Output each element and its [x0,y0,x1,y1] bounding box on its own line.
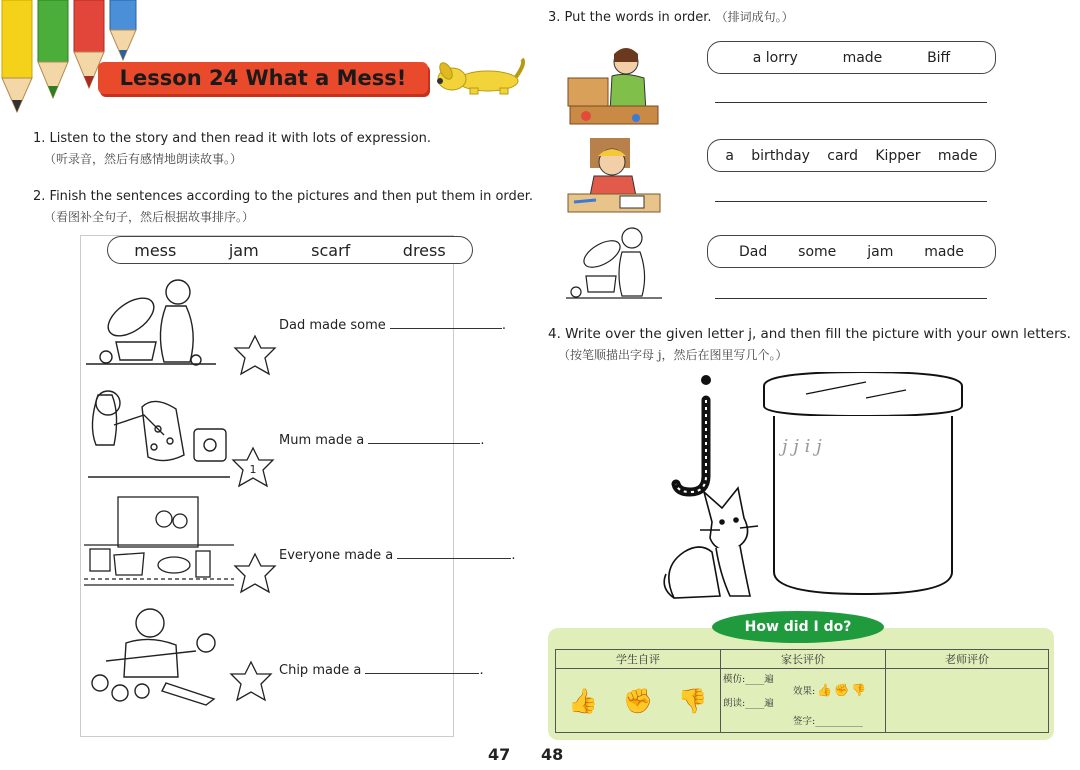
word-chip: made [924,243,965,260]
star-marker [231,446,275,490]
thumbs-down-icon[interactable]: 👎 [851,683,867,697]
read-count[interactable]: 朗读:____遍 [723,698,774,709]
pencils-decoration [0,0,140,120]
how-did-i-do-banner: How did I do? [712,611,884,643]
thumbs-up-icon[interactable]: 👍 [568,686,599,715]
q3-row-2-answer-line[interactable] [715,201,987,202]
q1-instruction: 1. Listen to the story and then read it with lots of expression. [33,131,432,146]
q3-title-cn: （排词成句。） [715,10,794,24]
answer-blank[interactable] [390,328,502,329]
effect-rating [793,683,866,697]
answer-blank[interactable] [365,673,479,674]
star-number: 1 [249,463,257,476]
mum-sewing-picture [84,385,234,485]
word-chip: jam [867,243,894,260]
dad-jam-picture [566,224,662,304]
q2-sentence-1: Dad made some . [279,318,507,333]
word-chip: a [725,147,734,164]
q2-word-bank [107,236,473,264]
word-chip: card [827,147,858,164]
jar-sample-letters: j j i j [782,436,822,457]
q2-sentence-3: Everyone made a . [279,548,516,563]
word-chip: Biff [927,49,951,66]
answer-blank[interactable] [397,558,511,559]
everyone-mess-picture [84,495,234,595]
word-bank-item: dress [402,240,446,260]
word-chip: a lorry [752,49,798,66]
star-marker [233,552,277,596]
teacher-eval-cell[interactable] [886,669,1049,733]
q1-instruction-cn: （听录音，然后有感情地朗读故事。） [44,152,243,166]
star-marker [229,660,273,704]
q2-sentence-4: Chip made a . [279,663,484,678]
q3-row-3-words [707,235,996,268]
word-chip: birthday [751,147,810,164]
q2-instruction: 2. Finish the sentences according to the pictures and then put them in order. [33,189,534,204]
evaluation-table [555,649,1049,733]
jar-picture [756,372,971,597]
dad-making-jam-picture [86,272,226,377]
parent-eval-header: 家长评价 [721,650,886,669]
sentence-text: Everyone made a [279,548,394,563]
q3-instruction [548,8,794,25]
q3-row-1-words [707,41,996,74]
fist-icon[interactable]: ✊ [623,686,653,715]
word-chip: some [798,243,837,260]
thumbs-up-icon[interactable]: 👍 [817,683,833,697]
q3-row-2-words [707,139,996,172]
cat-picture [660,478,766,600]
student-self-eval-header: 学生自评 [556,650,721,669]
biff-lorry-picture [566,42,662,128]
chip-knitting-picture [86,603,226,708]
q4-instruction: 4. Write over the given letter j, and then fill the picture with your own letters. [548,326,1071,342]
kipper-card-picture [566,138,662,214]
sentence-text: Mum made a [279,433,365,448]
teacher-eval-header: 老师评价 [886,650,1049,669]
effect-label: 效果: [793,686,816,697]
word-bank-item: mess [134,240,177,260]
page-number-left: 47 [488,745,511,764]
student-eval-cell [556,669,721,733]
star-marker [233,334,277,378]
thumbs-down-icon[interactable]: 👎 [677,686,708,715]
imitate-count[interactable]: 模仿:____遍 [723,674,774,685]
q4-instruction-cn: （按笔顺描出字母 j，然后在图里写几个。） [558,348,788,362]
word-chip: Dad [738,243,768,260]
q3-row-1-answer-line[interactable] [715,102,987,103]
page-number-right: 48 [541,745,564,764]
q2-sentence-2: Mum made a . [279,433,485,448]
word-chip: made [937,147,978,164]
answer-blank[interactable] [368,443,480,444]
word-bank-item: scarf [311,240,351,260]
fist-icon[interactable]: ✊ [834,683,850,697]
word-chip: made [842,49,883,66]
sentence-text: Chip made a [279,663,362,678]
q2-instruction-cn: （看图补全句子，然后根据故事排序。） [44,210,255,224]
sentence-text: Dad made some [279,318,386,333]
q3-title: 3. Put the words in order. [548,10,712,25]
lesson-title: Lesson 24 What a Mess! [98,62,428,94]
parent-eval-cell [721,669,886,733]
dog-illustration [430,55,530,97]
q3-row-3-answer-line[interactable] [715,298,987,299]
word-bank-item: jam [228,240,259,260]
word-chip: Kipper [875,147,921,164]
signature-field[interactable]: 签字:__________ [793,716,863,727]
